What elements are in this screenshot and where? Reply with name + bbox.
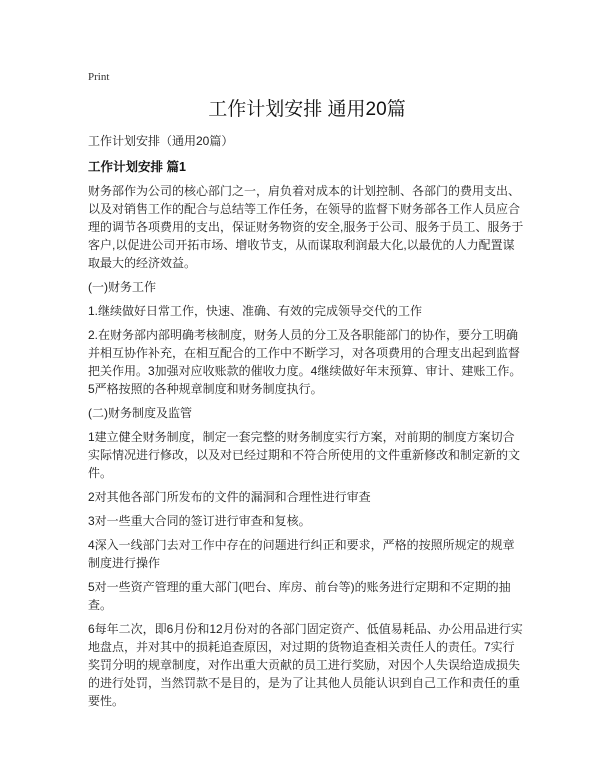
document-title: 工作计划安排 通用20篇 <box>208 99 406 120</box>
paragraph: 2对其他各部门所发布的文件的漏洞和合理性进行审查 <box>88 490 371 504</box>
paragraph: 2.在财务部内部明确考核制度，财务人员的分工及各职能部门的协作，要分工明确并相互协作补充，在相互配合的工作中不断学习，对各项费用的合理支出起到监督把关作用。3加强对应收账款的催收力度。4继续做好年末预算、审计、建账工作。5严格按照的各种规章制度和财务制度执行。 <box>88 328 522 396</box>
section-heading: 工作计划安排 篇1 <box>88 160 186 174</box>
document-subtitle: 工作计划安排（通用20篇） <box>88 134 234 148</box>
paragraph: 3对一些重大合同的签订进行审查和复核。 <box>88 514 311 528</box>
document-page <box>88 70 526 716</box>
paragraph: 1.继续做好日常工作，快速、准确、有效的完成领导交代的工作 <box>88 304 423 318</box>
paragraph-intro: 财务部作为公司的核心部门之一，肩负着对成本的计划控制、各部门的费用支出、以及对销售工作的配合与总结等工作任务，在领导的监督下财务部各工作人员应合理的调节各项费用的支出，保证财务物资的安全,服务于公司、服务于员工、服务于客户,以促进公司开拓市场、增收节支，从而谋取利润最大化,以最优的人力配置谋取最大的经济效益。 <box>88 184 524 270</box>
paragraph-subheading-1: (一)财务工作 <box>88 280 156 294</box>
paragraph: 6每年二次，即6月份和12月份对的各部门固定资产、低值易耗品、办公用品进行实地盘点，并对其中的损耗追查原因，对过期的货物追查相关责任人的责任。7实行奖罚分明的规章制度，对作出重大贡献的员工进行奖励，对因个人失误给造成损失的进行处罚，当然罚款不是目的，是为了让其他人员能认识到自己工作和责任的重要性。 <box>88 622 523 708</box>
paragraph: 1建立健全财务制度，制定一套完整的财务制度实行方案，对前期的制度方案切合实际情况进行修改，以及对已经过期和不符合所使用的文件重新修改和制定新的文件。 <box>88 430 521 480</box>
paragraph: 5对一些资产管理的重大部门(吧台、库房、前台等)的账务进行定期和不定期的抽查。 <box>88 580 511 612</box>
print-link[interactable]: Print <box>88 71 110 83</box>
paragraph-subheading-2: (二)财务制度及监管 <box>88 406 192 420</box>
paragraph: 4深入一线部门去对工作中存在的问题进行纠正和要求，严格的按照所规定的规章制度进行操作 <box>88 538 515 570</box>
